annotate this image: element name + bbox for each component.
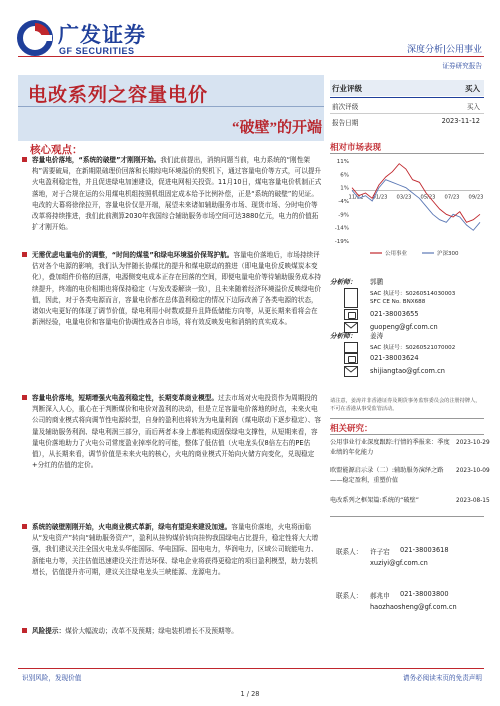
bullet-icon: [22, 524, 27, 529]
contact-label: 联系人：: [336, 548, 363, 556]
core-point-lead: 容量电价落地，“系统的破壁”才刚刚开始。: [32, 156, 161, 164]
report-date-value: 2023-11-12: [441, 117, 480, 125]
bullet-icon: [22, 252, 27, 257]
rating-label: 行业评级: [332, 84, 362, 93]
id-card-icon: [344, 342, 358, 353]
analyst-email: shijiangtao@gf.com.cn: [370, 367, 445, 375]
rating-main-row: [330, 80, 484, 96]
related-date: 2023-10-09: [456, 468, 490, 474]
prev-rating-value: 买入: [466, 103, 480, 111]
core-point-3: [32, 393, 322, 471]
contact-email: xuziyi@gf.com.cn: [370, 559, 428, 567]
y-tick-label: 6%: [340, 172, 349, 179]
related-item: 公用事业行业深度跟踪:行情的季报来：季度业绩的年化能力: [330, 439, 450, 456]
note-rule: [330, 418, 484, 419]
x-tick-label: 05/23: [420, 194, 436, 201]
company-logo: [16, 15, 166, 61]
prev-rating-row: [330, 99, 484, 113]
y-tick-label: -19%: [334, 239, 349, 245]
relative-performance-chart: [330, 157, 484, 263]
legend-label-hs300: 沪深300: [437, 251, 459, 257]
related-date: 2023-08-15: [456, 498, 490, 504]
analyst-email: guopeng@gf.com.cn: [370, 323, 438, 331]
core-point-2: [32, 250, 322, 328]
footer-right: 请务必阅读末页的免责声明: [402, 674, 482, 682]
perf-title: 相对市场表现: [330, 142, 382, 152]
core-point-lead: 风险提示：: [32, 627, 66, 635]
title-underline: [18, 106, 324, 107]
analyst-cert: SAC 执证号：S0260514030003: [370, 291, 456, 297]
core-point-5: [32, 626, 322, 637]
bullet-icon: [22, 157, 27, 162]
analyst-section: [330, 276, 484, 396]
contact-email: haozhaosheng@gf.com.cn: [370, 603, 457, 611]
core-point-body: 我们此前提出，消纳问题当前，电力系统的“刚性架构”需要破局，在新期限础理价回落和长期综电环境溢价的契机下，通过容量电价等方式，可以提升火电盈利稳定性，并且促进绿电加速建设，促进电网相关投资。11月10日，煤电容量电价机制正式落地，对于合规在运的公用煤电机组按照机组固定成本给予比例补偿，正是“系统的破壁”的见证。电改的大幕将徐徐拉开，容量电价仅是开端，展望未来诸如辅助服务市场、现货市场、分时电价等改革将持续推进，我们此前测算2030年我国综合辅助服务市场空间可达3880亿元，电力的价值拓扩才刚开始。: [32, 156, 322, 232]
series-line-utilities: [352, 164, 480, 223]
core-point-lead: 容量电价落地，短期增强火电盈利稳定性，长期变革商业模型。: [32, 394, 219, 402]
logo-chinese: 广发证券: [58, 24, 146, 47]
contact-name: 郝兆申: [370, 592, 390, 600]
x-tick-label: 01/23: [372, 194, 388, 201]
email-icon: [344, 366, 358, 377]
report-date-row: [330, 115, 484, 129]
footer-rule: [18, 668, 484, 669]
header-divider: [18, 56, 484, 57]
related-title: 相关研究：: [330, 423, 373, 433]
related-date: 2023-10-29: [456, 440, 490, 446]
related-rule: [330, 434, 484, 435]
core-point-lead: 系统的破壁刚刚开始，火电商业模式革新，绿电有望迎来建设加速。: [32, 523, 232, 531]
id-card-icon: [344, 288, 358, 308]
perf-title-rule: [330, 153, 484, 154]
footer-left: 识别风险，发现价值: [22, 674, 82, 682]
series-line-hs300: [352, 180, 480, 231]
y-tick-label: 1%: [340, 185, 349, 192]
bullet-icon: [22, 628, 27, 633]
related-bottom-rule: [330, 516, 484, 517]
rating-divider: [330, 113, 484, 114]
core-point-4: [32, 522, 322, 578]
logo-mark-icon: [16, 19, 54, 57]
report-subtitle: “破壁”的开端: [231, 120, 322, 136]
contact-label: 联系人：: [336, 592, 363, 600]
analyst-label: 分析师：: [330, 278, 357, 286]
x-tick-label: 07/23: [444, 194, 460, 201]
core-point-lead: 无需优虑电量电价的调整，“时间的煤毯”和绿电环境溢价保驾护航。: [32, 251, 234, 259]
related-item: 电改系列之框架篇:系统的“破壁”: [330, 497, 419, 504]
disclaimer-note: 请注意，姜涛并非香港证券及期货事务监察委员会的注册持牌人，不可在香港从事受监管活动。: [330, 398, 481, 412]
bullet-icon: [22, 395, 27, 400]
core-title: 核心观点：: [30, 145, 83, 156]
contact-name: 许子宕: [370, 548, 390, 556]
core-point-body: 煤价大幅波动；改革不及预期；绿电装机增长不及预期等。: [65, 627, 238, 635]
report-sub: 证券研究报告: [442, 62, 482, 70]
logo-english: GF SECURITIES: [59, 46, 135, 56]
analyst-phone: 021-38003624: [370, 354, 419, 362]
y-tick-label: -14%: [334, 225, 349, 232]
phone-icon: [344, 309, 358, 320]
analyst-sfc: SFC CE No. BNX688: [370, 299, 426, 305]
contact-phone: 021-38003618: [400, 546, 449, 554]
related-item: 欧盟能源启示录（二）:辅助服务演绎之路——稳定盈利，重塑价值: [330, 467, 444, 484]
analyst-label: 分析师：: [330, 332, 357, 340]
x-tick-label: 11/22: [348, 194, 364, 201]
phone-icon: [344, 353, 358, 364]
y-tick-label: -9%: [338, 212, 349, 219]
contact-phone: 021-38003800: [400, 590, 449, 598]
y-tick-label: -4%: [338, 199, 349, 205]
core-point-body: 容量电价落地后，市场持续评估对各个电源的影响，我们认为伴随长协煤比的提升和煤电联动的推进（即电量电价反映煤炭本变化），叠加组件价格的回落，电源侧变电成本正存在回落的空间，即便电量电价等待辅助服务成本持续提升，终端的电价相期也将保持稳定（与发改委解读一致），且未来随着经济环境溢价反映绿电价值，因此，对于各类电源而言，容量电价都在总体盈利稳定的情况下边际改善了各类电源的状态，诸如火电更好的体现了调节价值，绿电利用小时数或提升且降低储能方向等，从更长期来看将会在新洲经验，电量电价和容量电价协调性成各自市场，将有效反映发电和消纳的真实成本。: [32, 251, 322, 327]
rating-value: 买入: [465, 84, 480, 93]
report-type: 深度分析|公用事业: [406, 45, 482, 55]
rating-rule: [330, 97, 484, 98]
analyst-cert: SAC 执证号：S0260521070002: [370, 345, 456, 351]
x-tick-label: 03/23: [396, 194, 412, 201]
analyst-name: 姜涛: [370, 332, 384, 340]
analyst-name: 郭鹏: [370, 278, 384, 286]
report-date-label: 报告日期: [332, 119, 359, 127]
core-point-1: [32, 155, 322, 233]
core-point-body: 容量电价落地，火电将面临从“发电资产”转向“辅助服务资产”，盈利从挂钩煤价转向挂钩我国绿电占比提升，稳定性将大大增强，我们建议关注全国火电龙头华能国际、华电国际、国电电力，华润电力，区域公司皖能电力、浙能电力等，关注估值迅速建设关注青达环保、绿电企业将获得更稳定的项目盈利模型，助力装机增长，估值提升亦可期，建议关注绿电龙头三峡能源、龙源电力。: [32, 523, 319, 576]
y-tick-label: 11%: [336, 159, 349, 165]
legend-label-utilities: 公用事业: [385, 251, 408, 257]
analyst-phone: 021-38003655: [370, 310, 419, 318]
prev-rating-label: 前次评级: [332, 103, 359, 111]
x-tick-label: 09/23: [468, 194, 484, 201]
core-point-body: 过去市场对火电投资作为周期投的判断深入人心，重心在于判断煤价和电价对盈利的决动，但是立足容量电价落地的时点，未来火电公司的商业模式将向调节性电源转型，自身的盈利也将转为为电量利润（煤电联动下逐步稳定）、容量及辅助服务利润、绿电利润三部分，而后两者本身上都能构成固保绿电支撑性，从短期来看，容量电价落地助力了火电公司常度盈业掉率化的可能，整体了低估值（火电龙头仅8倍左右的PE估值），从长期来看，调节价值是未来火电的核心，火电的商业模式开始向火储方向变化，兑现稳定+分红的估值的定价。: [32, 394, 322, 470]
page-number: 1 / 28: [240, 690, 260, 698]
report-title: 电改系列之容量电价: [28, 85, 209, 106]
